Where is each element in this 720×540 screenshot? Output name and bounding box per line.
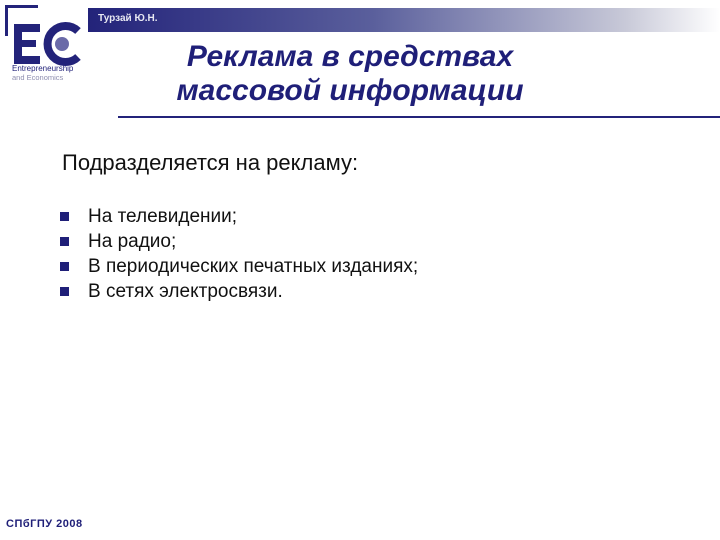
intro-text: Подразделяется на рекламу: — [62, 150, 359, 175]
author-label: Турзай Ю.Н. — [98, 13, 158, 24]
logo-caption-line1: Entrepreneurship — [12, 64, 74, 73]
bullet-item — [60, 279, 418, 304]
bullet-text: В сетях электросвязи. — [88, 280, 283, 302]
bullet-text: На радио; — [88, 230, 177, 252]
slide-title-line2: массовой информации — [176, 74, 524, 107]
slide-title-line1: Реклама в средствах — [186, 40, 514, 73]
bullet-text: На телевидении; — [88, 205, 238, 227]
title-divider — [118, 116, 720, 118]
square-bullet-icon — [60, 237, 69, 246]
logo-caption — [12, 64, 92, 82]
bullet-text: В периодических печатных изданиях; — [88, 255, 419, 277]
logo-caption-line2: and Economics — [12, 73, 64, 82]
bullet-list — [60, 204, 418, 304]
square-bullet-icon — [60, 287, 69, 296]
ec-logo-graphic — [12, 18, 86, 66]
bullet-item — [60, 204, 418, 229]
bullet-item — [60, 254, 418, 279]
square-bullet-icon — [60, 262, 69, 271]
square-bullet-icon — [60, 212, 69, 221]
ec-logo — [12, 18, 86, 66]
footer-label: СПбГПУ 2008 — [6, 518, 83, 530]
bullet-item — [60, 229, 418, 254]
slide-title — [120, 40, 580, 108]
header-bar — [88, 8, 720, 32]
